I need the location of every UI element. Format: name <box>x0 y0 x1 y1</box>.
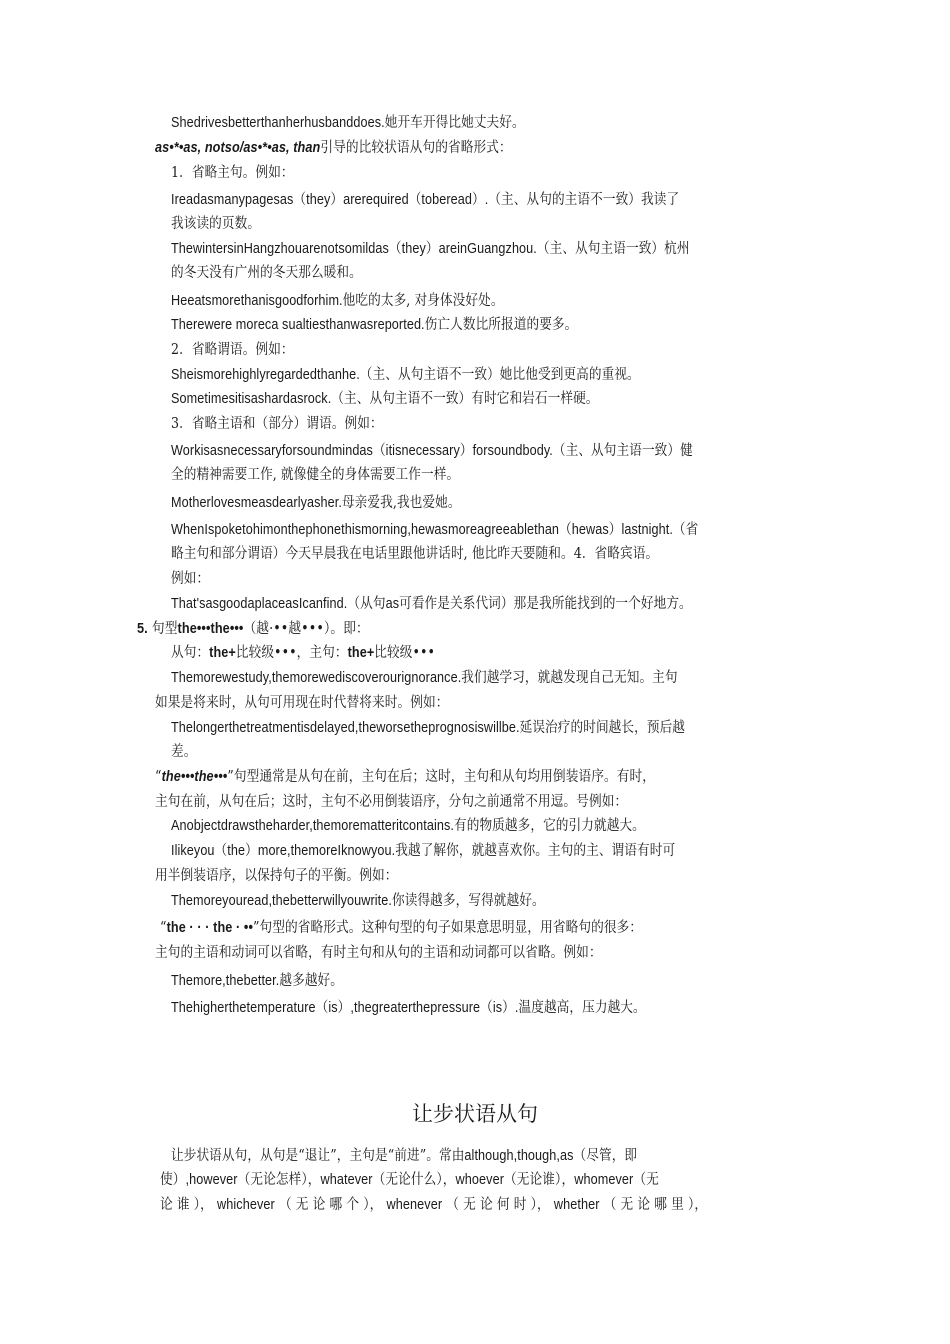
text-segment: Heeatsmorethanisgoodforhim. <box>171 293 343 309</box>
text-segment: “ <box>155 769 162 785</box>
text-segment: 你读得越多，写得就越好。 <box>391 893 545 909</box>
text-line <box>171 214 850 234</box>
text-segment: 的冬天没有广州的冬天那么暖和。 <box>171 265 362 281</box>
text-segment: Sometimesitisashardasrock. <box>171 391 332 407</box>
text-segment: 我们越学习，就越发现自己无知。主句 <box>461 670 678 686</box>
text-line <box>171 668 850 688</box>
text-line <box>171 493 850 513</box>
text-segment: as•*•as, notso/as•*•as, than <box>155 140 321 156</box>
text-segment: the•••the••• <box>177 621 244 637</box>
text-segment: 如果是将来时，从句可用现在时代替将来时。例如： <box>155 695 449 711</box>
text-segment: 略主句和部分谓语）今天早晨我在电话里跟他讲话时, 他比昨天要随和。4．省略宾语。 <box>171 546 659 562</box>
text-segment: 论 谁 ）， <box>160 1197 218 1213</box>
text-line <box>171 742 850 762</box>
text-segment: 使） <box>160 1172 186 1188</box>
text-segment: Ireadasmanypagesas（they）arerequired（toberead）. <box>171 192 489 208</box>
text-segment: whatever <box>320 1172 373 1188</box>
text-segment: the•••the••• <box>161 769 228 785</box>
text-segment: （省 <box>672 522 699 538</box>
text-line <box>155 943 850 963</box>
text-line <box>137 619 850 639</box>
text-segment: 引导的比较状语从句的省略形式： <box>320 140 512 156</box>
text-line <box>171 239 850 259</box>
text-segment: 她开车开得比她丈夫好。 <box>384 115 525 131</box>
text-segment: Themorewestudy,themorewediscoverourignorance. <box>171 670 462 686</box>
text-segment: 有的物质越多，它的引力就越大。 <box>453 818 645 834</box>
text-line <box>171 340 850 360</box>
text-segment: 例如： <box>171 571 210 587</box>
text-line <box>155 767 850 787</box>
text-line <box>171 365 850 385</box>
text-segment: Anobjectdrawstheharder,themorematteritcontains. <box>171 818 454 834</box>
text-line <box>160 1170 850 1190</box>
text-line <box>171 971 850 991</box>
text-line <box>171 520 850 540</box>
text-segment: 1．省略主句。例如： <box>171 165 294 181</box>
text-segment: whichever <box>217 1197 275 1213</box>
text-line <box>171 891 850 911</box>
text-segment: 可看作是关系代词）那是我所能找到的一个好地方。 <box>399 596 692 612</box>
text-segment: （从句 <box>347 596 386 612</box>
text-segment: 让步状语从句，从句是“退让”，主句是“前进”。常由 <box>171 1148 465 1164</box>
text-segment: （无 <box>633 1172 659 1188</box>
text-line <box>155 138 850 158</box>
text-segment: Ilikeyou（the）more,themoreIknowyou. <box>171 843 396 859</box>
text-line <box>171 291 850 311</box>
text-segment: （ 无 论 何 时 ）， <box>442 1197 554 1213</box>
text-segment: 我该读的页数。 <box>171 216 261 232</box>
text-line <box>171 816 850 836</box>
text-line <box>171 998 850 1018</box>
text-segment: （无论什么）， <box>372 1172 456 1188</box>
text-line <box>171 113 850 133</box>
text-line <box>171 569 850 589</box>
text-line <box>155 792 850 812</box>
text-segment: （主、从句的主语不一致）我读了 <box>488 192 680 208</box>
text-segment: （无论谁）， <box>504 1172 575 1188</box>
text-line <box>171 163 850 183</box>
text-segment: 温度越高，压力越大。 <box>518 1000 646 1016</box>
text-segment: as <box>385 596 400 612</box>
text-segment: 主句的主语和动词可以省略，有时主句和从句的主语和动词都可以省略。例如： <box>155 945 602 961</box>
text-line <box>171 465 850 485</box>
text-line <box>160 918 850 938</box>
text-line <box>171 190 850 210</box>
text-segment: （无论怎样）， <box>237 1172 321 1188</box>
text-segment: 3．省略主语和（部分）谓语。例如： <box>171 416 383 432</box>
text-segment: （主、从句主语一致）杭州 <box>536 241 690 257</box>
text-segment: the+ <box>209 645 236 661</box>
text-line <box>171 594 850 614</box>
text-segment: 用半倒装语序，以保持句子的平衡。例如： <box>155 868 398 884</box>
text-segment: 2．省略谓语。例如： <box>171 342 294 358</box>
text-line <box>155 693 850 713</box>
text-line <box>171 643 850 663</box>
text-line <box>171 544 850 564</box>
text-segment: That'sasgoodaplaceasIcanfind. <box>171 596 348 612</box>
text-segment: Themore,thebetter. <box>171 973 280 989</box>
text-segment: ”句型的省略形式。这种句型的句子如果意思明显，用省略句的很多： <box>252 920 643 936</box>
text-segment: the+ <box>347 645 375 661</box>
text-segment: ,however <box>185 1172 238 1188</box>
text-segment: although,though,as <box>464 1148 574 1164</box>
text-line <box>171 841 850 861</box>
text-segment: whomever <box>574 1172 634 1188</box>
text-segment: 主句在前，从句在后；这时，主句不必用倒装语序，分句之前通常不用逗。号例如： <box>155 794 628 810</box>
text-line <box>171 718 850 738</box>
text-segment: the · · · the · •• <box>166 920 253 936</box>
text-line <box>171 389 850 409</box>
text-segment: （ 无 论 哪 里 ）， <box>599 1197 708 1213</box>
text-segment: WhenIspoketohimonthephonethismorning,hewasmoreagreeablethan（hewas）lastnight. <box>171 522 673 538</box>
text-line <box>160 1195 850 1215</box>
text-segment: 延误治疗的时间越长，预后越 <box>519 720 686 736</box>
text-segment: 比较级•••，主句： <box>235 645 348 661</box>
text-segment: （尽管，即 <box>573 1148 638 1164</box>
text-segment: （越·••越•••）。即： <box>243 621 369 637</box>
text-segment: Motherlovesmeasdearlyasher. <box>171 495 342 511</box>
text-segment: Thehigherthetemperature（is）,thegreaterthepressure（is）. <box>171 1000 519 1016</box>
text-segment: 5. <box>137 621 148 637</box>
text-segment: 他吃的太多, 对身体没好处。 <box>342 293 504 309</box>
text-segment: 比较级••• <box>374 645 436 661</box>
text-segment: Therewere moreca sualtiesthanwasreported. <box>171 317 425 333</box>
text-segment: Workisasnecessaryforsoundmindas（itisnecessary）forsoundbody. <box>171 443 553 459</box>
text-segment: 从句： <box>171 645 210 661</box>
text-segment: Sheismorehighlyregardedthanhe. <box>171 367 360 383</box>
text-segment: whether <box>553 1197 600 1213</box>
text-segment: 母亲爱我,我也爱她。 <box>341 495 461 511</box>
text-segment: “ <box>160 920 167 936</box>
text-line <box>171 441 850 461</box>
text-segment: （主、从句主语一致）健 <box>552 443 693 459</box>
text-segment: （ 无 论 哪 个 ）， <box>274 1197 387 1213</box>
text-segment: whenever <box>386 1197 443 1213</box>
text-segment: Shedrivesbetterthanherhusbanddoes. <box>171 115 385 131</box>
text-segment: 越多越好。 <box>279 973 343 989</box>
text-segment: 伤亡人数比所报道的要多。 <box>424 317 578 333</box>
text-line <box>171 263 850 283</box>
text-line <box>171 315 850 335</box>
text-segment: （主、从句主语不一致）有时它和岩石一样硬。 <box>331 391 599 407</box>
text-segment: 全的精神需要工作, 就像健全的身体需要工作一样。 <box>171 467 460 483</box>
text-segment: （主、从句主语不一致）她比他受到更高的重视。 <box>359 367 640 383</box>
text-segment: Thelongerthetreatmentisdelayed,theworsetheprognosiswillbe. <box>171 720 520 736</box>
text-line <box>171 1146 850 1166</box>
text-line <box>155 866 850 886</box>
text-segment: ”句型通常是从句在前，主句在后；这时，主句和从句均用倒装语序。有时， <box>227 769 656 785</box>
text-segment: 句型 <box>147 621 178 637</box>
text-segment: whoever <box>455 1172 505 1188</box>
text-segment: ThewintersinHangzhouarenotsomildas（they）areinGuangzhou. <box>171 241 537 257</box>
text-segment: Themoreyouread,thebetterwillyouwrite. <box>171 893 392 909</box>
text-segment: 差。 <box>171 744 197 760</box>
section-title: 让步状语从句 <box>412 1102 538 1126</box>
text-segment: 我越了解你，就越喜欢你。主句的主、谓语有时可 <box>395 843 676 859</box>
text-line <box>171 414 850 434</box>
